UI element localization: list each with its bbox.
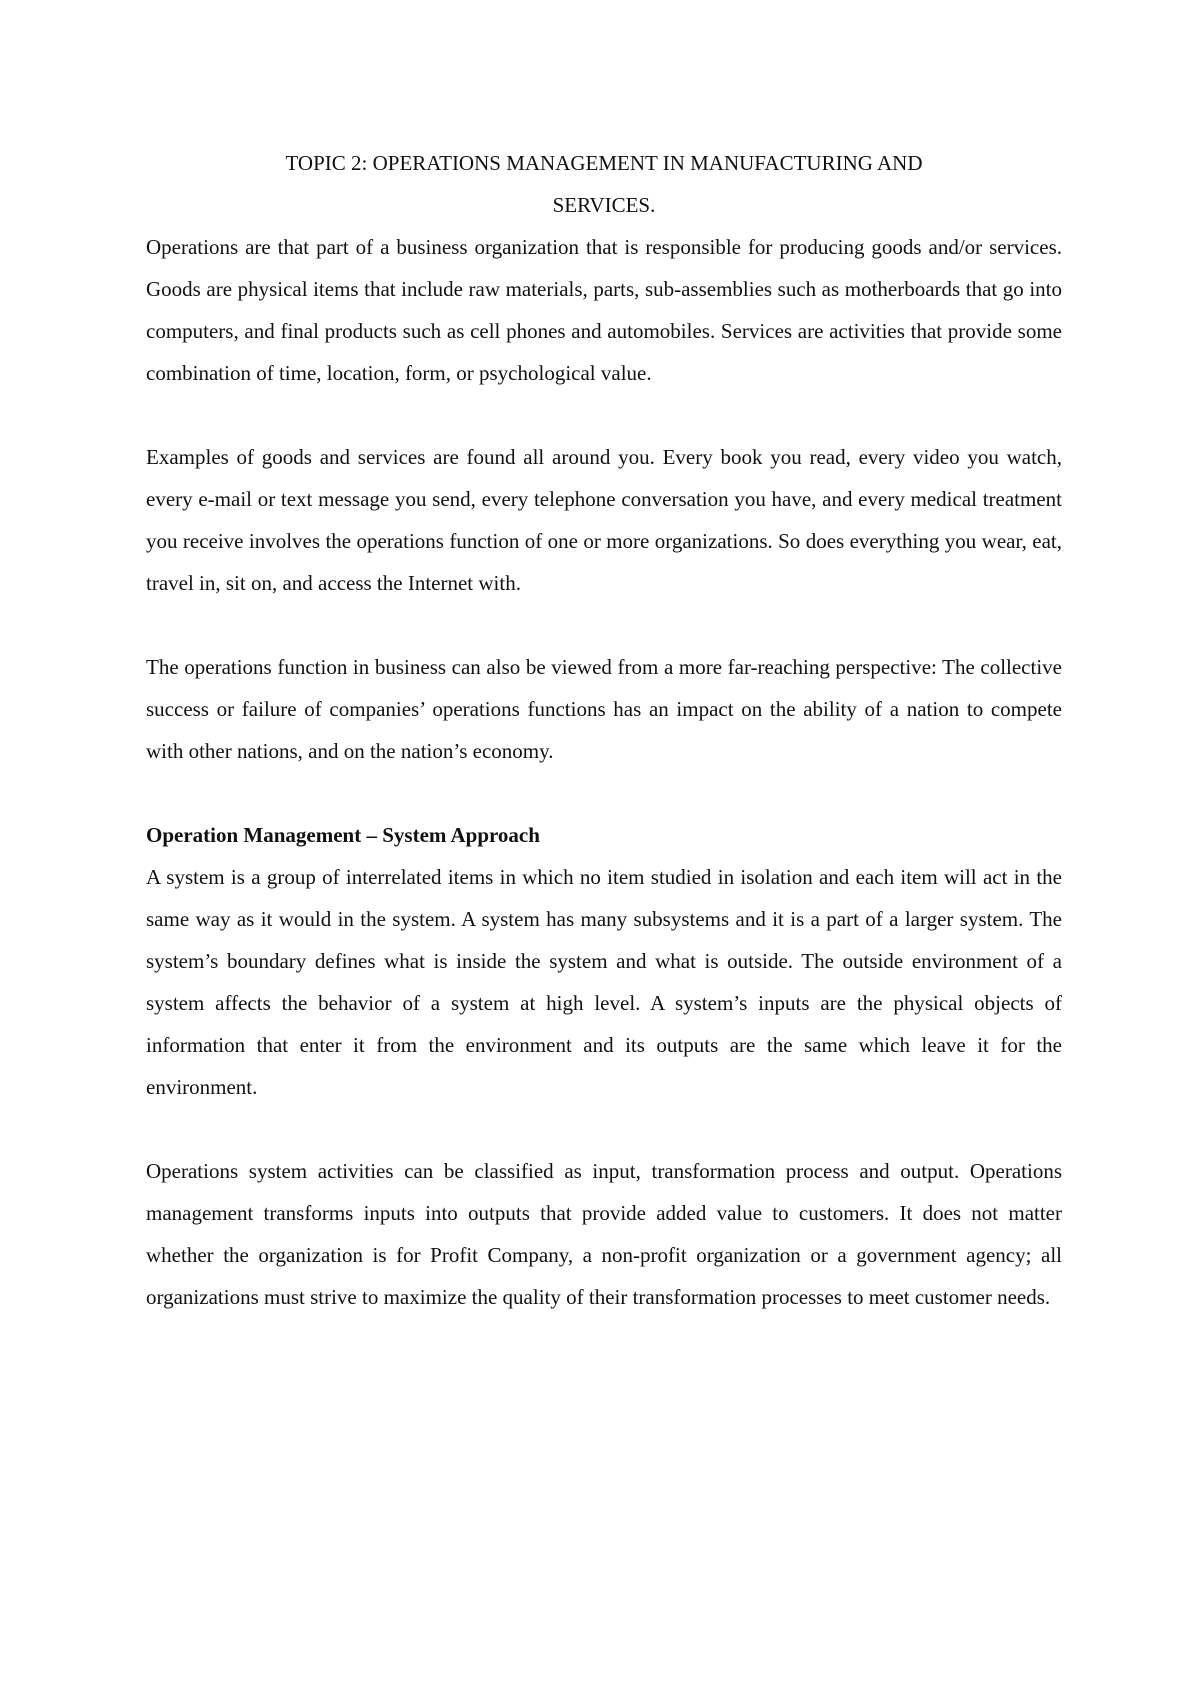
title-line-2: SERVICES. <box>552 193 656 217</box>
paragraph-system-activities: Operations system activities can be classified as input, transformation process and output. Operations management transforms inputs into outputs that provide added value to customers. It does not matter whether the organization is for Profit Company, a non-profit organization or a government agency; all organizations must strive to maximize the quality of their transformation processes to meet customer needs. <box>146 1159 1062 1309</box>
paragraph-national-perspective: The operations function in business can also be viewed from a more far-reaching perspective: The collective success or failure of companies’ operations functions has an impact on the ability of a nation to compete with other nations, and on the nation’s economy. <box>146 655 1062 763</box>
title-line-1: TOPIC 2: OPERATIONS MANAGEMENT IN MANUFACTURING AND <box>285 151 923 175</box>
paragraph-goods-services-examples: Examples of goods and services are found all around you. Every book you read, every video you watch, every e-mail or text message you send, every telephone conversation you have, and every medical treatment you receive involves the operations function of one or more organizations. So does everything you wear, eat, travel in, sit on, and access the Internet with. <box>146 445 1062 595</box>
document-title <box>146 142 1062 226</box>
paragraph-system-definition: A system is a group of interrelated items in which no item studied in isolation and each item will act in the same way as it would in the system. A system has many subsystems and it is a part of a larger system. The system’s boundary defines what is inside the system and what is outside. The outside environment of a system affects the behavior of a system at high level. A system’s inputs are the physical objects of information that enter it from the environment and its outputs are the same which leave it for the environment. <box>146 865 1062 1099</box>
document-page <box>146 142 1062 1318</box>
paragraph-operations-definition: Operations are that part of a business organization that is responsible for producing goods and/or services. Goods are physical items that include raw materials, parts, sub-assemblies such as motherboards that go into computers, and final products such as cell phones and automobiles. Services are activities that provide some combination of time, location, form, or psychological value. <box>146 235 1062 385</box>
section-heading-system-approach: Operation Management – System Approach <box>146 823 540 847</box>
